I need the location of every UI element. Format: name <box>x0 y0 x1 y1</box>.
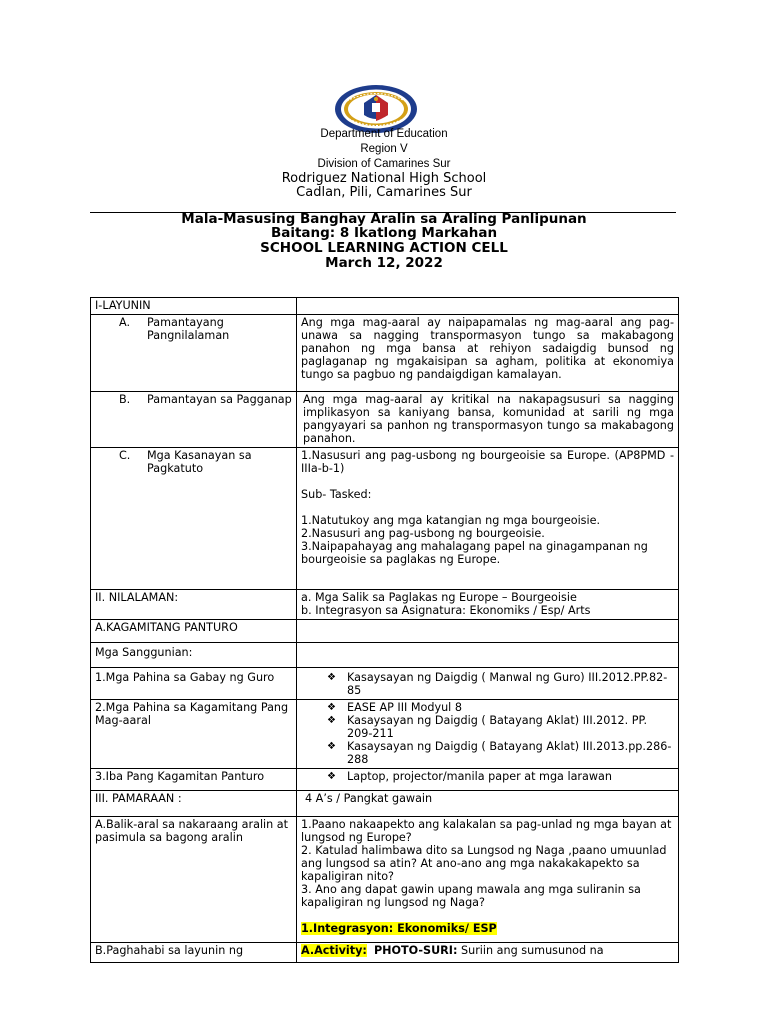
table-row <box>91 590 679 620</box>
layunin-empty-cell <box>297 298 679 315</box>
school-name: Rodriguez National High School <box>281 171 487 186</box>
lesson-date: March 12, 2022 <box>325 255 443 271</box>
pamantayang-pangnilalaman-label: A. Pamantayang Pangnilalaman <box>119 316 230 342</box>
list-item: ❖ Kasaysayan ng Daigdig ( Batayang Aklat) III.2012. PP. 209-211 <box>327 714 648 740</box>
sanggunian-label: Mga Sanggunian: <box>91 643 297 668</box>
slac-title: SCHOOL LEARNING ACTION CELL <box>260 240 508 256</box>
gabay-ng-guro-label: 1.Mga Pahina sa Gabay ng Guro <box>91 668 297 700</box>
pamantayan-sa-pagganap-text: Ang mga mag-aaral ay kritikal na nakapagsusuri sa nagging implikasyon sa kaniyang bansa, komunidad at sarili ng mga pangyayari sa panhon ng transpormasyon tungo sa makabagong panahon. <box>297 392 679 448</box>
kagamitang-pang-mag-aaral-label: 2.Mga Pahina sa Kagamitang Pang Mag-aaral <box>91 700 297 769</box>
activity-content <box>297 943 679 963</box>
integrasyon-highlight: 1.Integrasyon: Ekonomiks/ ESP <box>301 922 497 935</box>
table-row <box>91 769 679 791</box>
balik-aral-label: A.Balik-aral sa nakaraang aralin at pasimula sa bagong aralin <box>91 817 297 943</box>
balik-aral-content: 1.Paano nakaapekto ang kalakalan sa pag-unlad ng mga bayan at lungsod ng Europe? 2. Katulad halimbawa dito sa Lungsod ng Naga ,paano umuunlad ang lungsod sa atin? At ano-ano ang mga nakakakapekto sa kapaligiran nito? 3. Ano ang dapat gawin upang mawala ang mga suliranin sa kapaligiran ng lungsod ng Naga? 1.Integrasyon: Ekonomiks/ ESP <box>297 817 679 943</box>
subtask-heading: Sub- Tasked: <box>301 488 372 501</box>
table-row <box>91 643 679 668</box>
photo-suri-text: Suriin ang sumusunod na <box>461 944 604 957</box>
diamond-bullet-icon: ❖ <box>327 702 336 713</box>
nilalaman-label: II. NILALAMAN: <box>91 590 297 620</box>
table-row <box>91 700 679 769</box>
pamaraan-text: 4 A’s / Pangkat gawain <box>297 791 679 817</box>
activity-label: A.Activity: <box>301 944 367 957</box>
pamantayang-pangnilalaman-text: Ang mga mag-aaral ay naipapamalas ng mag-aaral ang pag-unawa sa nagging transpormasyon tungo sa makabagong panahon ng mga bansa at rehiyon sadaigdig bunsod ng paglaganap ng mgakaisipan sa agham, politika at ekonomiya tungo sa pagbuo ng pandaigdigan kamalayan. <box>297 315 679 392</box>
paghahabi-label: B.Paghahabi sa layunin ng <box>91 943 297 963</box>
department-name: Department of Education <box>320 128 448 140</box>
diamond-bullet-icon: ❖ <box>327 771 336 782</box>
table-row <box>91 791 679 817</box>
table-row <box>91 315 679 392</box>
diamond-bullet-icon: ❖ <box>327 672 336 683</box>
table-row <box>91 448 679 590</box>
grade-quarter: Baitang: 8 Ikatlong Markahan <box>270 225 498 241</box>
table-row <box>91 620 679 643</box>
school-address: Cadlan, Pili, Camarines Sur <box>296 185 472 200</box>
nilalaman-content: a. Mga Salik sa Paglakas ng Europe – Bourgeoisie b. Integrasyon sa Asignatura: Ekonomiks / Esp/ Arts <box>297 590 679 620</box>
kasanayan-label: C. Mga Kasanayan sa Pagkatuto <box>119 449 252 475</box>
pamaraan-label: III. PAMARAAN : <box>91 791 297 817</box>
table-row <box>91 298 679 315</box>
division-name: Division of Camarines Sur <box>317 158 451 170</box>
photo-suri-label: PHOTO-SURI: <box>373 944 458 957</box>
kasanayan-content <box>297 448 679 590</box>
table-row <box>91 943 679 963</box>
list-item: ❖ Kasaysayan ng Daigdig ( Batayang Aklat) III.2013.pp.286-288 <box>327 740 672 766</box>
iba-pang-kagamitan-label: 3.Iba Pang Kagamitan Panturo <box>91 769 297 791</box>
table-row <box>91 668 679 700</box>
region-name: Region V <box>360 143 408 155</box>
subtask-item: 3.Naipapahayag ang mahalagang papel na ginagampanan ng bourgeoisie sa paglakas ng Europe. <box>301 540 648 566</box>
diamond-bullet-icon: ❖ <box>327 715 336 726</box>
list-item: ❖ Laptop, projector/manila paper at mga larawan <box>327 770 612 783</box>
lesson-plan-table <box>90 297 679 963</box>
kasanayan-objective: 1.Nasusuri ang pag-usbong ng bourgeoisie sa Europe. (AP8PMD -IIIa-b-1) <box>301 449 674 475</box>
kagamitang-panturo-label: A.KAGAMITANG PANTURO <box>91 620 297 643</box>
pamantayan-sa-pagganap-label: B. Pamantayan sa Pagganap <box>119 393 292 406</box>
table-row <box>91 817 679 943</box>
list-item: ❖ Kasaysayan ng Daigdig ( Manwal ng Guro) III.2012.PP.82-85 <box>327 671 668 697</box>
table-row <box>91 392 679 448</box>
diamond-bullet-icon: ❖ <box>327 741 336 752</box>
layunin-label: I-LAYUNIN <box>91 298 297 315</box>
subtask-item: 1.Natutukoy ang mga katangian ng mga bourgeoisie. <box>301 514 601 527</box>
list-item: ❖ EASE AP III Modyul 8 <box>327 701 462 714</box>
lesson-plan-title: Mala-Masusing Banghay Aralin sa Araling Panlipunan <box>181 211 587 227</box>
subtask-item: 2.Nasusuri ang pag-usbong ng bourgeoisie. <box>301 527 545 540</box>
